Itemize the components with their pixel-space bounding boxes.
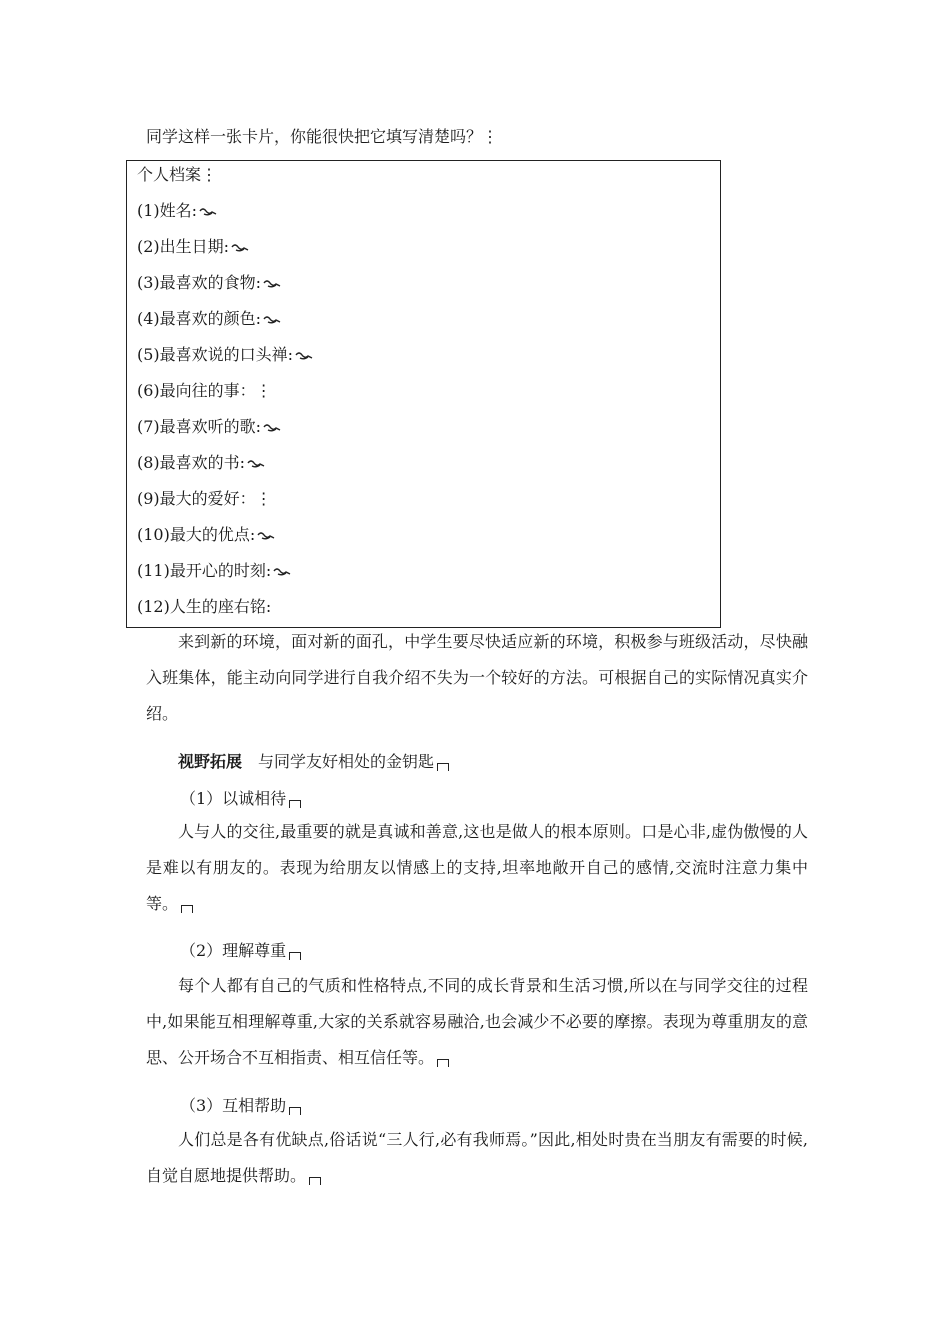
paragraph-mark-icon bbox=[289, 1107, 301, 1115]
paragraph-mark-icon bbox=[437, 1059, 449, 1067]
card-item: (9)最大的爱好：⋮ bbox=[137, 489, 272, 508]
paragraph-mark-icon bbox=[437, 763, 449, 771]
paragraph-mark-icon bbox=[289, 800, 301, 808]
scribble-mark-icon bbox=[231, 243, 249, 253]
scribble-mark-icon bbox=[295, 351, 313, 361]
intro-text: 同学这样一张卡片，你能很快把它填写清楚吗？⋮ bbox=[146, 127, 499, 146]
scribble-mark-icon bbox=[273, 567, 291, 577]
scribble-mark-icon bbox=[263, 423, 281, 433]
section-body: 人与人的交往,最重要的就是真诚和善意,这也是做人的根本原则。口是心非,虚伪傲慢的人是难以有朋友的。表现为给朋友以情感上的支持,坦率地敞开自己的感情,交流时注意力集中等。 bbox=[146, 822, 808, 913]
section-body: 人们总是各有优缺点,俗话说“三人行,必有我师焉。”因此,相处时贵在当朋友有需要的时候,自觉自愿地提供帮助。 bbox=[146, 1130, 808, 1185]
paragraph-mark-icon bbox=[309, 1177, 321, 1185]
advice-paragraph: 来到新的环境，面对新的面孔，中学生要尽快适应新的环境，积极参与班级活动，尽快融入班集体，能主动向同学进行自我介绍不失为一个较好的方法。可根据自己的实际情况真实介绍。 bbox=[146, 632, 808, 723]
expand-title: 与同学友好相处的金钥匙 bbox=[258, 752, 435, 771]
scribble-mark-icon bbox=[263, 315, 281, 325]
personal-profile-card bbox=[126, 160, 721, 628]
card-item: (10)最大的优点: bbox=[137, 525, 275, 545]
scribble-mark-icon bbox=[199, 207, 217, 217]
section-heading: （3）互相帮助 bbox=[180, 1096, 301, 1116]
scribble-mark-icon bbox=[247, 459, 265, 469]
card-item: (4)最喜欢的颜色: bbox=[137, 309, 281, 329]
card-item: (11)最开心的时刻: bbox=[137, 561, 291, 581]
section-body: 每个人都有自己的气质和性格特点,不同的成长背景和生活习惯,所以在与同学交往的过程中,如果能互相理解尊重,大家的关系就容易融洽,也会减少不必要的摩擦。表现为尊重朋友的意思、公开场合不互相指责、相互信任等。 bbox=[146, 976, 808, 1067]
paragraph-mark-icon bbox=[181, 905, 193, 913]
card-item: (3)最喜欢的食物: bbox=[137, 273, 281, 293]
card-item: (1)姓名: bbox=[137, 201, 217, 221]
section-heading: （2）理解尊重 bbox=[180, 941, 301, 961]
card-item: (7)最喜欢听的歌: bbox=[137, 417, 281, 437]
paragraph-mark-icon bbox=[289, 952, 301, 960]
section-heading: （1）以诚相待 bbox=[180, 789, 301, 809]
expand-label: 视野拓展 bbox=[178, 752, 243, 771]
scribble-mark-icon bbox=[263, 279, 281, 289]
expand-heading bbox=[178, 752, 449, 772]
card-item: (8)最喜欢的书: bbox=[137, 453, 265, 473]
card-item: (6)最向往的事：⋮ bbox=[137, 381, 272, 400]
scribble-mark-icon bbox=[257, 531, 275, 541]
card-title: 个人档案⋮ bbox=[137, 165, 218, 184]
card-item: (2)出生日期: bbox=[137, 237, 249, 257]
card-item: (5)最喜欢说的口头禅: bbox=[137, 345, 313, 365]
card-item: (12)人生的座右铭: bbox=[137, 597, 272, 616]
